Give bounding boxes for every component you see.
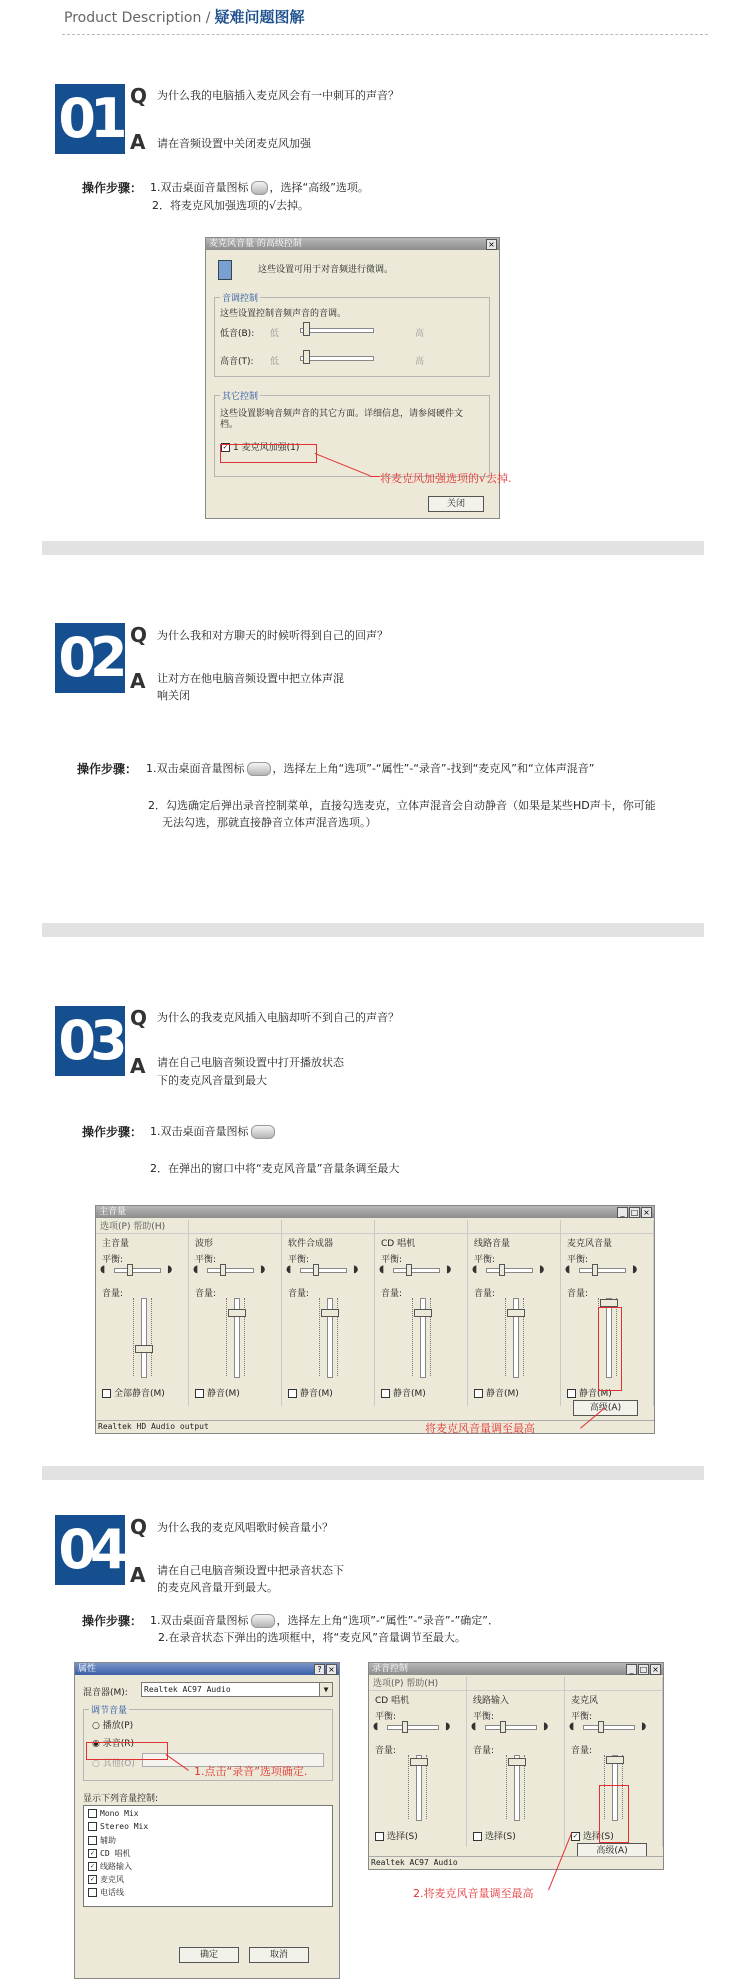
- checkbox-box: ✓: [88, 1849, 97, 1858]
- balance-thumb[interactable]: [592, 1264, 598, 1276]
- balance-slider[interactable]: [583, 1725, 635, 1730]
- highlight-box: [599, 1785, 629, 1843]
- section-divider: [42, 1466, 704, 1480]
- minimize-icon[interactable]: _: [626, 1664, 637, 1675]
- column-name: 麦克风: [571, 1696, 599, 1706]
- answer-3-line2: 下的麦克风音量到最大: [157, 1074, 267, 1087]
- checkbox-box: [88, 1888, 97, 1897]
- speaker-left-icon: ◖: [565, 1264, 571, 1275]
- speaker-right-icon: ◗: [260, 1264, 266, 1275]
- record-radio[interactable]: ◉ 录音(R): [92, 1739, 134, 1749]
- question-1: 为什么我的电脑插入麦克风会有一中刺耳的声音？: [157, 89, 399, 102]
- balance-thumb[interactable]: [598, 1721, 604, 1733]
- record-label: 录音(R): [102, 1739, 134, 1749]
- balance-slider[interactable]: [486, 1268, 533, 1273]
- maximize-icon[interactable]: □: [639, 1665, 648, 1674]
- mixer-titlebar: [96, 1206, 654, 1218]
- step1-text-a: 1.双击桌面音量图标: [146, 762, 245, 775]
- a-letter: A: [130, 669, 146, 693]
- balance-slider[interactable]: [114, 1268, 161, 1273]
- column-name: CD 唱机: [381, 1239, 416, 1249]
- checkbox-box: ✓: [572, 1832, 579, 1840]
- speaker-right-icon: ◗: [632, 1264, 638, 1275]
- tone-group: [214, 294, 490, 377]
- list-item[interactable]: [88, 1887, 124, 1898]
- step1-text-a: 1.双击桌面音量图标: [150, 181, 249, 194]
- question-4: 为什么我的麦克风唱歌时候音量小？: [157, 1521, 333, 1534]
- close-icon[interactable]: ×: [650, 1664, 661, 1675]
- column-name: 软件合成器: [288, 1239, 334, 1249]
- checkbox-box: [88, 1836, 97, 1845]
- mute-checkbox[interactable]: [102, 1386, 165, 1399]
- list-item-label: CD 唱机: [100, 1849, 131, 1858]
- volume-label: 音量:: [381, 1289, 403, 1299]
- advanced-button[interactable]: 高级(A): [573, 1400, 638, 1416]
- annotation-text: 将麦克风加强选项的√去掉.: [380, 472, 512, 485]
- chevron-down-icon[interactable]: ▼: [319, 1683, 332, 1696]
- step1-text-b: ，选择左上角“选项”-“属性”-“录音”-”确定”．: [276, 1614, 499, 1627]
- volume-label: 音量:: [571, 1746, 593, 1756]
- checkbox-box: [567, 1389, 576, 1398]
- mute-label: 静音(M): [300, 1389, 333, 1399]
- answer-2-line2: 响关闭: [157, 689, 190, 702]
- mic-boost-label: 1 麦克风加强(1): [233, 443, 300, 453]
- column-name: CD 唱机: [375, 1696, 410, 1706]
- properties-dialog: [74, 1662, 340, 1979]
- speaker-left-icon: ◖: [379, 1264, 385, 1275]
- volume-icon: [251, 1614, 275, 1628]
- mixer-column: [189, 1220, 282, 1406]
- status-bar: Realtek HD Audio output: [96, 1420, 655, 1433]
- checkmark-icon: ✓: [222, 443, 229, 451]
- q1-step1: [150, 179, 369, 196]
- volume-thumb[interactable]: [508, 1758, 526, 1766]
- list-item[interactable]: [88, 1835, 116, 1846]
- checkbox-box: [473, 1832, 482, 1841]
- mute-label: 静音(M): [486, 1389, 519, 1399]
- list-item-label: 辅助: [100, 1836, 116, 1845]
- playback-radio[interactable]: ○ 播放(P): [92, 1721, 134, 1731]
- volume-label: 音量:: [375, 1746, 397, 1756]
- speaker-left-icon: ◖: [286, 1264, 292, 1275]
- annotation-text: 2.将麦克风音量调至最高: [413, 1887, 534, 1900]
- advanced-button[interactable]: 高级(A): [577, 1843, 647, 1859]
- mixer-device-label: 混音器(M):: [83, 1688, 128, 1698]
- show-controls-label: 显示下列音量控制:: [83, 1794, 159, 1804]
- section-number-03: 03: [55, 1006, 125, 1076]
- balance-thumb[interactable]: [313, 1264, 319, 1276]
- highlight-box: [86, 1742, 168, 1760]
- section-number-02: 02: [55, 623, 125, 693]
- speaker-right-icon: ◗: [445, 1721, 451, 1732]
- list-item-label: 线路输入: [100, 1862, 132, 1871]
- checkbox-box: [381, 1389, 390, 1398]
- volume-label: 音量:: [473, 1746, 495, 1756]
- balance-thumb[interactable]: [499, 1264, 505, 1276]
- list-item[interactable]: [88, 1874, 124, 1885]
- adjust-group-label: 调节音量: [89, 1703, 129, 1716]
- balance-slider[interactable]: [579, 1268, 626, 1273]
- mixer-column: [375, 1220, 468, 1406]
- step1-text-b: ，选择“高级”选项。: [269, 181, 369, 194]
- balance-label: 平衡:: [375, 1712, 397, 1722]
- mute-label: 静音(M): [207, 1389, 240, 1399]
- annotation-text: 1.点击“录音”选项确定.: [194, 1765, 308, 1778]
- checkbox-box: [88, 1822, 97, 1831]
- mixer-device-select[interactable]: [141, 1682, 333, 1697]
- bass-low: 低: [270, 329, 280, 339]
- a-letter: A: [130, 130, 146, 154]
- q-letter: Q: [130, 84, 148, 108]
- answer-3-line1: 请在自己电脑音频设置中打开播放状态: [157, 1056, 344, 1069]
- treble-thumb[interactable]: [303, 350, 310, 364]
- question-3: 为什么的我麦克风插入电脑却听不到自己的声音？: [157, 1011, 399, 1024]
- mixer-device-value: Realtek AC97 Audio: [144, 1685, 231, 1694]
- status-bar: Realtek AC97 Audio: [369, 1856, 664, 1869]
- mute-label: 静音(M): [579, 1389, 612, 1399]
- mixer-columns: [96, 1220, 654, 1420]
- volume-ticks: [133, 1298, 135, 1376]
- treble-low: 低: [270, 357, 280, 367]
- checkbox-box: ✓: [88, 1875, 97, 1884]
- props-title: 属性: [78, 1664, 97, 1674]
- dialog-intro: 这些设置可用于对音频进行微调。: [258, 265, 394, 275]
- treble-high: 高: [415, 357, 425, 367]
- balance-slider[interactable]: [485, 1725, 537, 1730]
- mute-label: 选择(S): [387, 1832, 418, 1842]
- volume-thumb[interactable]: [135, 1345, 153, 1353]
- other-group: [214, 392, 490, 477]
- speaker-right-icon: ◗: [167, 1264, 173, 1275]
- column-name: 波形: [195, 1239, 214, 1249]
- mixer-column: [96, 1220, 189, 1406]
- volume-thumb[interactable]: [228, 1309, 246, 1317]
- other-group-label: 其它控制: [220, 389, 260, 402]
- list-item-label: Mono Mix: [100, 1809, 139, 1818]
- speaker-right-icon: ◗: [539, 1264, 545, 1275]
- mute-checkbox[interactable]: [473, 1829, 516, 1842]
- step1-text: 1.双击桌面音量图标: [150, 1125, 249, 1138]
- answer-4-line2: 的麦克风音量开到最大。: [157, 1581, 278, 1594]
- steps-label: 操作步骤：: [77, 762, 138, 776]
- volume-icon: [251, 1125, 275, 1139]
- balance-label: 平衡:: [381, 1255, 403, 1265]
- treble-label: 高音(T):: [220, 357, 254, 367]
- list-item[interactable]: [88, 1822, 148, 1831]
- checkbox-box: [288, 1389, 297, 1398]
- close-icon[interactable]: ×: [326, 1664, 337, 1675]
- mute-label: 选择(S): [583, 1832, 614, 1842]
- rec-title: 录音控制: [372, 1664, 409, 1674]
- balance-label: 平衡:: [567, 1255, 589, 1265]
- list-item[interactable]: [88, 1809, 139, 1818]
- speaker-right-icon: ◗: [543, 1721, 549, 1732]
- a-letter: A: [130, 1563, 146, 1587]
- volume-label: 音量:: [102, 1289, 124, 1299]
- balance-slider[interactable]: [300, 1268, 347, 1273]
- q4-step1: [150, 1612, 499, 1629]
- other-radio[interactable]: ○ 其他(O): [92, 1759, 135, 1769]
- close-button[interactable]: 关闭: [428, 496, 484, 512]
- list-item[interactable]: [88, 1848, 130, 1859]
- header-en: Product Description /: [64, 10, 211, 26]
- volume-label: 音量:: [195, 1289, 217, 1299]
- highlight-box: [598, 1307, 622, 1391]
- speaker-left-icon: ◖: [373, 1721, 379, 1732]
- maximize-icon[interactable]: □: [630, 1208, 639, 1217]
- other-desc-1: 这些设置影响音频声音的其它方面。详细信息，请参阅硬件文: [220, 409, 464, 419]
- balance-slider[interactable]: [393, 1268, 440, 1273]
- volume-thumb[interactable]: [606, 1756, 624, 1764]
- balance-slider[interactable]: [387, 1725, 439, 1730]
- rec-titlebar: [369, 1663, 663, 1675]
- dialog-titlebar: [206, 238, 499, 250]
- q2-step2-line1: 2．勾选确定后弹出录音控制菜单，直接勾选麦克，立体声混音会自动静音（如果是某些HD声卡，你可能: [148, 799, 656, 812]
- volume-controls-list[interactable]: [83, 1805, 333, 1907]
- annotation-line: [370, 476, 380, 477]
- column-name: 主音量: [102, 1239, 130, 1249]
- checkbox-box: ✓: [88, 1862, 97, 1871]
- bass-label: 低音(B):: [220, 329, 255, 339]
- mixer-icon: [218, 260, 232, 280]
- balance-label: 平衡:: [571, 1712, 593, 1722]
- balance-label: 平衡:: [288, 1255, 310, 1265]
- speaker-left-icon: ◖: [472, 1264, 478, 1275]
- mute-checkbox[interactable]: [195, 1386, 240, 1399]
- speaker-left-icon: ◖: [471, 1721, 477, 1732]
- cancel-button[interactable]: 取消: [249, 1947, 309, 1963]
- balance-thumb[interactable]: [500, 1721, 506, 1733]
- mute-checkbox[interactable]: [375, 1829, 418, 1842]
- bass-high: 高: [415, 329, 425, 339]
- step1-text-a: 1.双击桌面音量图标: [150, 1614, 249, 1627]
- bass-slider[interactable]: [300, 328, 374, 333]
- minimize-icon[interactable]: _: [617, 1207, 628, 1218]
- mute-label: 选择(S): [485, 1832, 516, 1842]
- q2-step1: [146, 760, 594, 777]
- section-divider: [42, 541, 704, 555]
- volume-ticks: [151, 1298, 153, 1376]
- q-letter: Q: [130, 1515, 148, 1539]
- volume-icon: [251, 181, 268, 195]
- section-number-01: 01: [55, 84, 125, 154]
- props-titlebar: [75, 1663, 339, 1675]
- section-number-04: 04: [55, 1515, 125, 1585]
- dialog-title: 麦克风音量 的高级控制: [209, 239, 302, 249]
- balance-label: 平衡:: [474, 1255, 496, 1265]
- other-desc-2: 档。: [220, 420, 239, 430]
- checkbox-box: [195, 1389, 204, 1398]
- speaker-right-icon: ◗: [446, 1264, 452, 1275]
- mute-label: 全部静音(M): [114, 1389, 165, 1399]
- q-letter: Q: [130, 623, 148, 647]
- balance-thumb[interactable]: [406, 1264, 412, 1276]
- speaker-left-icon: ◖: [569, 1721, 575, 1732]
- q2-step2-line2: 无法勾选，那就直接静音立体声混音选项。）: [162, 816, 377, 829]
- answer-1: 请在音频设置中关闭麦克风加强: [157, 137, 311, 150]
- volume-label: 音量:: [474, 1289, 496, 1299]
- mixer-column: [369, 1677, 467, 1847]
- balance-thumb[interactable]: [402, 1721, 408, 1733]
- balance-thumb[interactable]: [220, 1264, 226, 1276]
- mixer-column: [468, 1220, 561, 1406]
- list-item-label: Stereo Mix: [100, 1822, 149, 1831]
- a-letter: A: [130, 1054, 146, 1078]
- balance-label: 平衡:: [102, 1255, 124, 1265]
- highlight-box: [220, 444, 317, 463]
- steps-label: 操作步骤：: [82, 1614, 143, 1628]
- mixer-menu[interactable]: 选项(P) 帮助(H): [96, 1218, 654, 1234]
- mute-label: 静音(M): [393, 1389, 426, 1399]
- mixer-title: 主音量: [99, 1207, 127, 1217]
- column-name: 麦克风音量: [567, 1239, 613, 1249]
- balance-label: 平衡:: [473, 1712, 495, 1722]
- tone-desc: 这些设置控制音频声音的音调。: [220, 309, 347, 319]
- volume-thumb[interactable]: [410, 1758, 428, 1766]
- annotation-text: 将麦克风音量调至最高: [425, 1422, 535, 1435]
- column-name: 线路音量: [474, 1239, 511, 1249]
- list-item[interactable]: [88, 1861, 132, 1872]
- section-divider: [42, 923, 704, 937]
- volume-label: 音量:: [567, 1289, 589, 1299]
- other-label: 其他(O): [102, 1759, 135, 1769]
- speaker-right-icon: ◗: [641, 1721, 647, 1732]
- steps-label: 操作步骤：: [82, 181, 143, 195]
- q3-step2: 2．在弹出的窗口中将“麦克风音量”音量条调至最大: [150, 1162, 400, 1175]
- q4-step2: 2.在录音状态下弹出的选项框中，将“麦克风”音量调节至最大。: [158, 1631, 466, 1644]
- balance-label: 平衡:: [195, 1255, 217, 1265]
- master-volume-window: [95, 1205, 655, 1434]
- volume-thumb[interactable]: [321, 1309, 339, 1317]
- q1-step2: 2．将麦克风加强选项的√去掉。: [152, 199, 310, 212]
- mute-checkbox[interactable]: [381, 1386, 426, 1399]
- mute-checkbox[interactable]: [474, 1386, 519, 1399]
- balance-slider[interactable]: [207, 1268, 254, 1273]
- answer-2-line1: 让对方在他电脑音频设置中把立体声混: [157, 672, 344, 685]
- treble-slider[interactable]: [300, 356, 374, 361]
- checkbox-box: [88, 1809, 97, 1818]
- volume-thumb[interactable]: [414, 1309, 432, 1317]
- volume-thumb[interactable]: [507, 1309, 525, 1317]
- header-divider: [62, 34, 708, 35]
- close-icon[interactable]: ×: [486, 239, 497, 250]
- page-header: [64, 6, 305, 27]
- step1-text-b: ，选择左上角“选项”-“属性”-“录音”-找到“麦克风”和“立体声混音”: [272, 762, 595, 775]
- checkbox-box: [102, 1389, 111, 1398]
- checkbox-box: [474, 1389, 483, 1398]
- checkbox-box: [375, 1832, 384, 1841]
- tone-group-label: 音调控制: [220, 291, 260, 304]
- q-letter: Q: [130, 1006, 148, 1030]
- speaker-right-icon: ◗: [353, 1264, 359, 1275]
- speaker-left-icon: ◖: [193, 1264, 199, 1275]
- playback-label: 播放(P): [102, 1721, 134, 1731]
- speaker-left-icon: ◖: [100, 1264, 106, 1275]
- list-item-label: 电话线: [100, 1888, 124, 1897]
- bass-thumb[interactable]: [303, 322, 310, 336]
- list-item-label: 麦克风: [100, 1875, 124, 1884]
- volume-icon: [247, 762, 271, 776]
- mute-checkbox[interactable]: [288, 1386, 333, 1399]
- ok-button[interactable]: 确定: [179, 1947, 239, 1963]
- question-2: 为什么我和对方聊天的时候听得到自己的回声？: [157, 629, 388, 642]
- mixer-column: [467, 1677, 565, 1847]
- q3-step1: [150, 1123, 277, 1140]
- balance-thumb[interactable]: [127, 1264, 133, 1276]
- volume-label: 音量:: [288, 1289, 310, 1299]
- steps-label: 操作步骤：: [82, 1125, 143, 1139]
- close-icon[interactable]: ×: [641, 1207, 652, 1218]
- mixer-column: [282, 1220, 375, 1406]
- volume-slider[interactable]: [141, 1298, 147, 1378]
- help-icon[interactable]: ?: [314, 1664, 325, 1675]
- answer-4-line1: 请在自己电脑音频设置中把录音状态下: [157, 1564, 344, 1577]
- header-cn: 疑难问题图解: [214, 8, 305, 26]
- rec-menu[interactable]: 选项(P) 帮助(H): [369, 1675, 663, 1691]
- column-name: 线路输入: [473, 1696, 510, 1706]
